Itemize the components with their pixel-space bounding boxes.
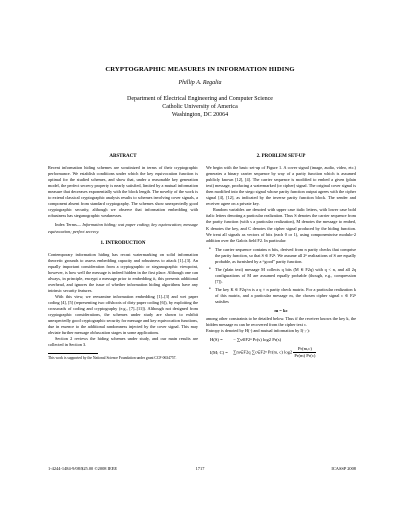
- affiliation: [0, 95, 400, 119]
- setup-paragraph-1: We begin with the basic set-up of Figure 1. A cover signal (image, audio, video, etc.) generates a binary carrier sequence by way of a parity function which is assumed publicly known [12], [4]. The carrier sequence is modified to embed a given (plain text) message, producing a watermarked (or cipher) signal. The original cover signal is then modified into the stego signal whose parity function output agrees with the cipher signal [4], [12], as indicated by the inverse parity function block. The sender and receiver agree on a private key.: [206, 165, 356, 207]
- abstract-text: Recent information hiding schemes are scrutinized in terms of their cryptographic performance. We establish conditions under which the key equivocation function is optimal for the studied schemes, and show that, under a reasonable key generation model, the perfect secrecy property is nearly satisfied, limited by a mutual information measure that decreases exponentially with the block length. The novelty of the work is to extend classical cryptographic analysis results to schemes involving cover signals, a component absent from standard cryptography. The schemes show unexpectedly good cryptographic security, although we observe that information embedding with robustness has steganographic weaknesses.: [48, 165, 198, 219]
- list-item: • The carrier sequence contains n bits, derived from n parity checks that comprise the parity function, so that S ∈ F2ⁿ. We assume all 2ⁿ realizations of S are equally probable, as furnished by a “good” parity function.: [215, 247, 356, 265]
- right-column: [206, 154, 356, 362]
- list-item: • The key K ∈ F2q×n is a q × n parity check matrix. For a particular realization k of this matrix, and a particular message m, the chosen cipher signal c ∈ F2ⁿ satisfies: [215, 287, 356, 305]
- paper-title: CRYPTOGRAPHIC MEASURES IN INFORMATION HIDING: [105, 66, 295, 73]
- footnote: This work is supported by the National Science Foundation under grant CCF-0634757.: [48, 356, 177, 361]
- equation-mi-fraction: [293, 346, 316, 359]
- setup-heading: 2. PROBLEM SET-UP: [256, 154, 306, 159]
- intro-paragraph-3: Section 2 reviews the hiding schemes under study, and our main results are collected in Section 3.: [48, 336, 198, 348]
- setup-paragraph-4: Entropy is denoted by H(·) and mutual information by I(·;·):: [206, 328, 310, 334]
- equation-m-kc: m = kc: [274, 308, 288, 314]
- intro-paragraph-1: Contemporary information hiding has recast watermarking on solid information theoretic grounds to assess embedding capacity and robustness to attack [1]–[3]. An equally important consideration from a cryptographic or steganographic viewpoint, however, is how well the message is indeed hidden in the first place. Although one can always, in principle, encrypt a message prior to embedding it, this presents additional overhead, and ignores the issue of whether information hiding algorithms have any intrinsic security features.: [48, 251, 198, 293]
- index-terms-label: Index Terms—: [55, 222, 82, 228]
- author-name: Phillip A. Regalia: [178, 80, 222, 86]
- equation-entropy-rhs: − ∑s∈F2ⁿ Pr(s) log2 Pr(s): [232, 337, 282, 343]
- index-terms-text: Information hiding; wat paper coding; key equivocation; message equivocation; perfect secrecy.: [48, 222, 198, 234]
- footnote-rule: [48, 353, 98, 354]
- equation-mutual-info: [210, 346, 356, 359]
- footer-copyright: 1-4244-1484-9/08/$25.00 ©2008 IEEE: [48, 466, 118, 471]
- footer-page-number: 1717: [195, 466, 205, 471]
- intro-heading: 1. INTRODUCTION: [100, 240, 146, 246]
- index-terms: [48, 222, 198, 234]
- fraction-numerator: Pr(m,c): [293, 346, 316, 353]
- equation-entropy: [210, 337, 356, 343]
- affiliation-univ: Catholic University of America: [162, 104, 238, 110]
- abstract-heading: ABSTRACT: [109, 154, 137, 159]
- setup-paragraph-3: among other constraints to be detailed below. Thus if the receiver knows the key k, the hidden message m can be recovered from the cipher text c.: [206, 316, 356, 328]
- affiliation-dept: Department of Electrical Engineering and Computer Science: [127, 96, 273, 102]
- setup-paragraph-2: Random variables are denoted with upper case italic letters, with lower case bold italic letters denoting a particular realization. Thus S denotes the carrier sequence from the parity function (with s a particular realization), M denotes the message to embed, K denotes the key, and C denotes the cipher signal produced by the hiding function. We treat all signals as vectors of bits (each 0 or 1), using componentwise modulo-2 addition over the Galois field F2. In particular:: [206, 207, 356, 243]
- left-column: [48, 154, 198, 361]
- list-item: • The (plain text) message M collects q bits (M ∈ F2q) with q < n, and all 2q configurations of M are assumed equally probable (though, e.g., compression [7]).: [215, 267, 356, 285]
- footer-venue: ICASSP 2008: [331, 466, 356, 471]
- affiliation-city: Washington, DC 20064: [171, 112, 229, 118]
- fraction-denominator: Pr(m) Pr(c): [294, 353, 316, 359]
- equation-mi-lhs: I(M; C) =: [210, 349, 228, 355]
- equation-entropy-lhs: H(S) =: [210, 337, 223, 343]
- assumption-list: [206, 247, 356, 305]
- intro-paragraph-2: With this view, we reexamine information embedding [1]–[3] and wet paper coding [4], [5] (representing two offshoots of dirty paper coding [6]), by exploiting the crossroads of coding and cryptography (e.g., [7]–[11]). Although not designed from cryptographic considerations, the schemes under study are shown to exhibit unexpectedly good cryptographic security for message and key equivocation functions, due in essence to the additional randomness injected by the cover signal. This may obviate further message obfuscation stages in some applications.: [48, 293, 198, 336]
- equation-mi-sum: ∑m∈F2q ∑c∈F2ⁿ Pr(m, c) log2: [232, 349, 294, 355]
